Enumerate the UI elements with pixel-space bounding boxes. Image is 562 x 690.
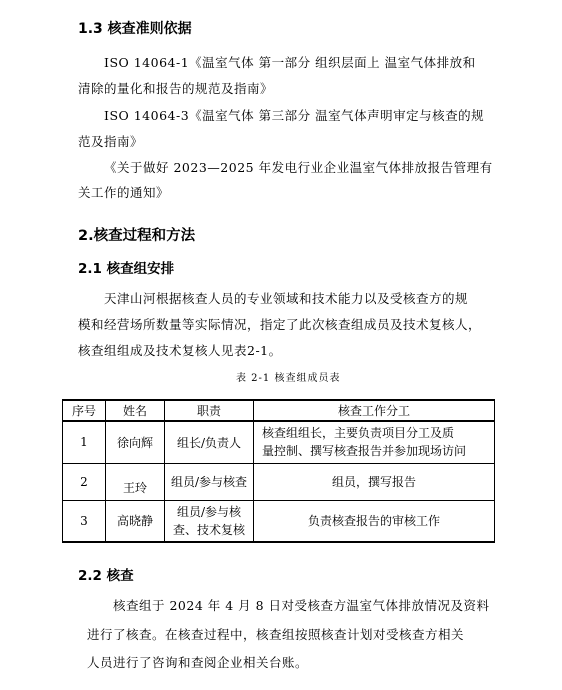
cell-no: 2 [63,463,106,500]
table-row [63,500,495,542]
heading-2: 2.核查过程和方法 [78,228,196,244]
cell-role: 组长/负责人 [165,421,254,463]
iso-14064-3-line1: ISO 14064-3《温室气体 第三部分 温室气体声明审定与核查的规 [104,108,485,123]
cell-role: 组员/参与核查 [165,463,254,500]
cell-duty [254,421,495,463]
arrangement-para-line1: 天津山河根据核查人员的专业领域和技术能力以及受核查方的规 [104,291,469,306]
role-line: 查、技术复核 [172,522,245,537]
verification-para-line1: 核查组于 2024 年 4 月 8 日对受核查方温室气体排放情况及资料 [113,598,490,613]
table-row [63,463,495,500]
heading-2-2: 2.2 核查 [78,568,134,584]
notice-line2: 关工作的通知》 [78,185,170,200]
cell-name: 王玲 [106,463,165,500]
cell-name: 高晓静 [106,500,165,542]
header-role: 职责 [165,400,254,421]
header-duty: 核查工作分工 [254,400,495,421]
table-header-row [63,400,495,421]
verification-para-line2: 进行了核查。在核查过程中，核查组按照核查计划对受核查方相关 [87,627,465,642]
arrangement-para-line2: 模和经营场所数量等实际情况，指定了此次核查组成员及技术复核人， [78,317,482,332]
cell-duty: 负责核查报告的审核工作 [254,500,495,542]
table-row [63,421,495,463]
cell-duty: 组员，撰写报告 [254,463,495,500]
duty-line: 核查组组长，主要负责项目分工及质 [262,426,455,441]
header-name: 姓名 [106,400,165,421]
iso-14064-3-line2: 范及指南》 [78,134,144,149]
verification-para-line3: 人员进行了咨询和查阅企业相关台账。 [87,655,309,670]
cell-no: 3 [63,500,106,542]
cell-role [165,500,254,542]
iso-14064-1-line1: ISO 14064-1《温室气体 第一部分 组织层面上 温室气体排放和 [104,55,476,70]
table-caption: 表 2-1 核查组成员表 [236,373,341,384]
cell-no: 1 [63,421,106,463]
header-no: 序号 [63,400,106,421]
notice-line1: 《关于做好 2023—2025 年发电行业企业温室气体排放报告管理有 [104,160,493,175]
cell-name: 徐向辉 [106,421,165,463]
duty-line: 量控制、撰写核查报告并参加现场访问 [262,444,467,459]
role-line: 组员/参与核 [176,504,242,519]
iso-14064-1-line2: 清除的量化和报告的规范及指南》 [78,81,274,96]
team-members-table [62,399,495,543]
arrangement-para-line3: 核查组组成及技术复核人见表2-1。 [78,343,282,358]
heading-2-1: 2.1 核查组安排 [78,261,175,277]
heading-1-3: 1.3 核查准则依据 [78,21,192,37]
